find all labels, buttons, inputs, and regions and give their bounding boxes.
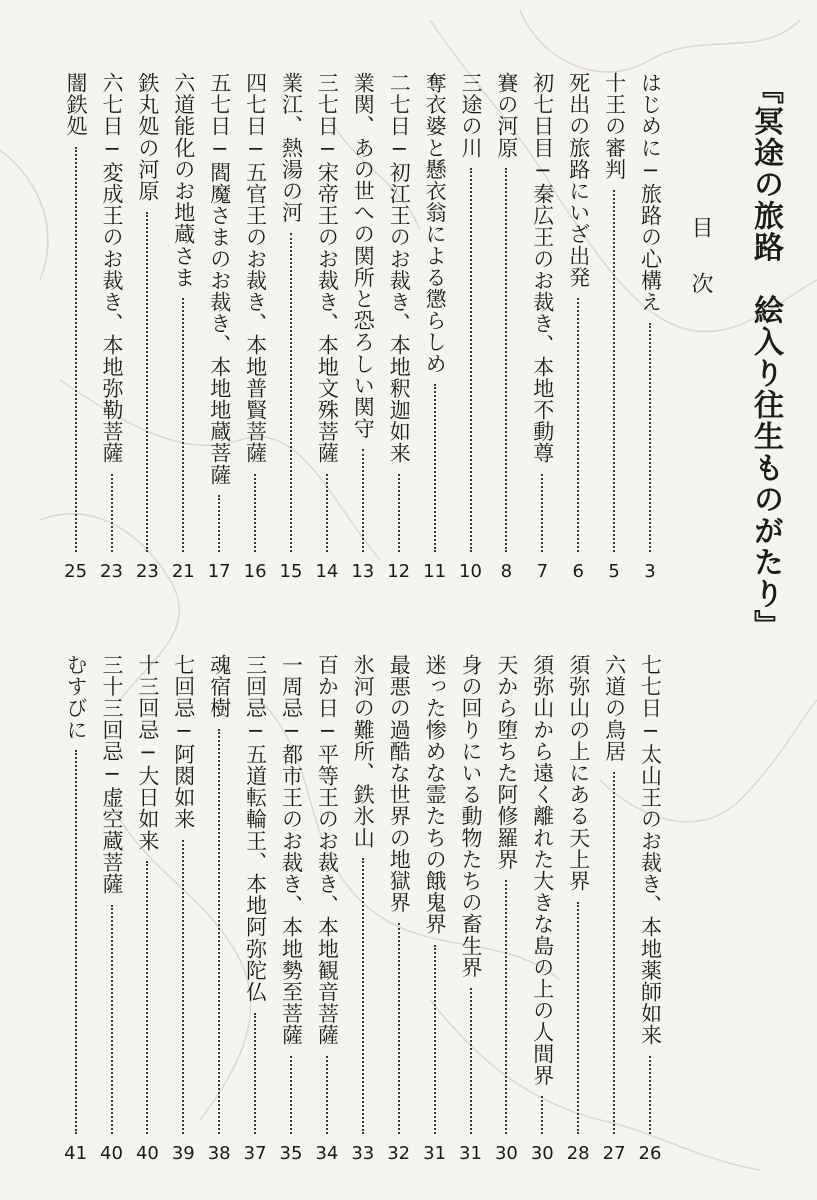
toc-row [564,654,592,1164]
toc-row [133,654,161,1164]
toc-row [62,72,90,582]
toc-entry-title: 百か日─平等王のお裁き、本地観音菩薩 [315,654,340,1046]
toc-entry-title: 三回忌─五道転輪王、本地阿弥陀仏 [243,654,268,1003]
toc-page-number: 16 [243,561,267,582]
toc-page-number: 28 [566,1143,590,1164]
toc-page-number: 11 [423,561,447,582]
dotted-leader [254,1013,256,1134]
toc-row [421,654,449,1164]
toc-row [169,72,197,582]
toc-heading: 目次 [688,216,713,328]
toc-entry-title: 一周忌─都市王のお裁き、本地勢至菩薩 [279,654,304,1046]
toc-entry-title: 迷った惨めな霊たちの餓鬼界 [423,654,448,935]
book-title: 『冥途の旅路 絵入り往生ものがたり』 [748,74,783,641]
toc-entry-title: 七七日─太山王のお裁き、本地薬師如来 [638,654,663,1046]
toc-page-number: 10 [459,561,482,582]
toc-row [169,654,197,1164]
toc-row [313,654,341,1164]
toc-row [457,72,485,582]
toc-row [636,654,664,1164]
toc-page-number: 30 [530,1143,554,1164]
toc-entry-title: 二七日─初江王のお裁き、本地釈迦如来 [387,72,412,464]
toc-row [457,654,485,1164]
dotted-leader [75,147,77,552]
dotted-leader [470,168,472,552]
toc-page-number: 6 [572,561,584,582]
toc-row [277,654,305,1164]
toc-row [241,654,269,1164]
dotted-leader [254,474,256,552]
dotted-leader [146,861,148,1134]
toc-page-number: 12 [387,561,411,582]
toc-page-number: 31 [423,1143,447,1164]
toc-entry-title: 鉄丸処の河原 [135,72,160,202]
toc-page-number: 27 [602,1143,626,1164]
dotted-leader [577,298,579,552]
toc-page-number: 13 [351,561,375,582]
dotted-leader [290,1056,292,1134]
toc-page-number: 21 [171,561,195,582]
toc-page-number: 31 [459,1143,482,1164]
dotted-leader [326,1056,328,1134]
toc-row [528,72,556,582]
toc-page-number: 15 [279,561,303,582]
dotted-leader [505,168,507,552]
dotted-leader [649,1056,651,1134]
toc-row [205,72,233,582]
toc-entry-title: 七回忌─阿閦如来 [171,654,196,830]
toc-entry-title: 三七日─宋帝王のお裁き、本地文殊菩薩 [315,72,340,464]
toc-row [241,72,269,582]
toc-row [133,72,161,582]
toc-entry-title: 業江、熱湯の河 [279,72,304,224]
toc-page-number: 25 [64,561,88,582]
toc-entry-title: 三途の川 [459,72,483,159]
toc-page-number: 23 [100,561,123,582]
dotted-leader [290,233,292,552]
dotted-leader [111,905,113,1134]
toc-page-number: 17 [207,561,231,582]
toc-entry-title: 三十三回忌─虚空蔵菩薩 [100,654,124,895]
toc-page-number: 40 [135,1143,159,1164]
toc-entry-title: 六七日─変成王のお裁き、本地弥勒菩薩 [100,72,124,464]
toc-entry-title: 死出の旅路にいざ出発 [566,72,591,288]
toc-row [313,72,341,582]
toc-entry-title: 初七日目─秦広王のお裁き、本地不動尊 [530,72,555,464]
toc-page-number: 7 [536,561,549,582]
toc-entry-title: 奪衣婆と懸衣翁による懲らしめ [423,72,448,375]
toc-entry-title: 氷河の難所、鉄氷山 [351,654,376,849]
toc-entry-title: 須弥山から遠く離れた大きな島の上の人間界 [530,654,555,1086]
toc-row [385,654,413,1164]
toc-row [62,654,90,1164]
dotted-leader [613,190,615,552]
dotted-leader [182,840,184,1134]
toc-row [349,654,377,1164]
dotted-leader [362,449,364,552]
toc-entry-title: 十王の審判 [602,72,627,180]
toc-page-number: 32 [387,1143,411,1164]
toc-row [205,654,233,1164]
toc-entry-title: 身の回りにいる動物たちの畜生界 [459,654,483,978]
toc-page-number: 35 [279,1143,303,1164]
toc-entry-title: むすびに [64,654,89,741]
toc-row [385,72,413,582]
toc-entry-title: 天から堕ちた阿修羅界 [494,654,519,870]
toc-page-number: 40 [100,1143,123,1164]
toc-page-number: 5 [608,561,620,582]
dotted-leader [218,495,220,552]
dotted-leader [75,750,77,1134]
dotted-leader [362,858,364,1134]
toc-row [98,654,126,1164]
toc-entry-title: 五七日─閻魔さまのお裁き、本地地蔵菩薩 [207,72,232,486]
dotted-leader [613,772,615,1134]
toc-entry-title: 賽の河原 [494,72,519,159]
toc-row [636,72,664,582]
toc-row [492,654,520,1164]
toc-page-number: 14 [315,561,339,582]
toc-row [98,72,126,582]
dotted-leader [218,729,220,1134]
dotted-leader [649,323,651,552]
toc-row [564,72,592,582]
toc-page-number: 8 [500,561,513,582]
toc-row [492,72,520,582]
toc-entry-title: 六道の鳥居 [602,654,627,762]
toc-row [349,72,377,582]
dotted-leader [434,945,436,1134]
dotted-leader [505,880,507,1134]
toc-page-number: 38 [207,1143,231,1164]
dotted-leader [146,212,148,552]
dotted-leader [541,1096,543,1134]
toc-page-number: 41 [64,1143,88,1164]
toc-entry-title: 十三回忌─大日如来 [135,654,160,852]
toc-row [600,654,628,1164]
dotted-leader [326,474,328,552]
toc-row [277,72,305,582]
toc-row [600,72,628,582]
toc-entry-title: 四七日─五官王のお裁き、本地普賢菩薩 [243,72,268,464]
dotted-leader [398,474,400,552]
toc-entry-title: 最悪の過酷な世界の地獄界 [387,654,412,914]
toc-entry-title: 須弥山の上にある天上界 [566,654,591,892]
toc-page-number: 34 [315,1143,339,1164]
toc-row [528,654,556,1164]
toc-entry-title: 闇鉄処 [64,72,89,137]
toc-entry-title: 魂宿樹 [207,654,232,719]
dotted-leader [541,474,543,552]
dotted-leader [398,923,400,1134]
dotted-leader [182,298,184,552]
toc-page-number: 26 [638,1143,662,1164]
dotted-leader [470,988,472,1134]
toc-entry-title: はじめに─旅路の心構え [638,72,663,313]
dotted-leader [434,384,436,552]
dotted-leader [577,902,579,1134]
dotted-leader [111,474,113,552]
toc-page-number: 33 [351,1143,375,1164]
toc-entry-title: 業関、あの世への関所と恐ろしい関守 [351,72,376,440]
toc-page-number: 30 [494,1143,518,1164]
toc-page-number: 37 [243,1143,267,1164]
toc-page-number: 39 [171,1143,195,1164]
toc-row [421,72,449,582]
toc-page-number: 3 [644,561,656,582]
toc-page-number: 23 [135,561,159,582]
toc-entry-title: 六道能化のお地蔵さま [171,72,196,288]
